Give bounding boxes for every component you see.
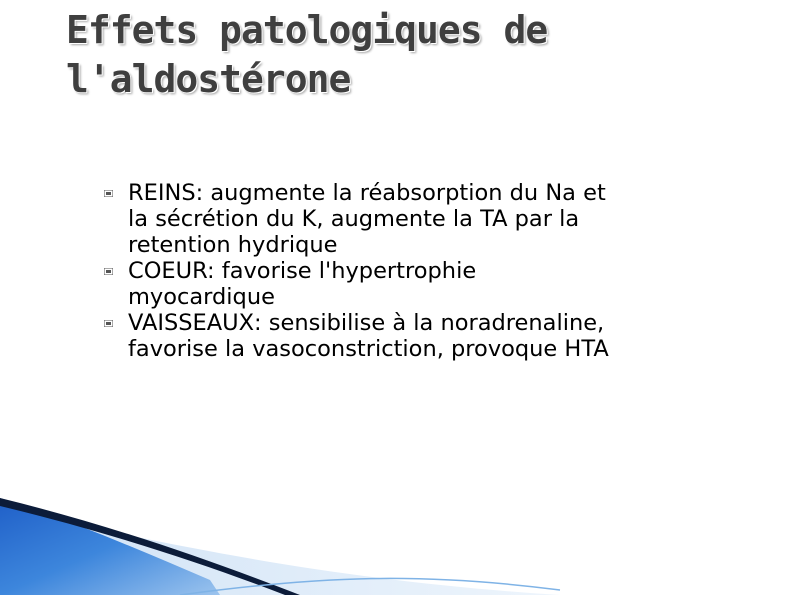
bullet-text-line: myocardique [128, 284, 275, 310]
bullet-text-line: VAISSEAUX: sensibilise à la noradrenaline, [128, 310, 605, 336]
bullet-text-line: REINS: augmente la réabsorption du Na et [128, 180, 606, 206]
title-line-2: l'aldostérone [66, 57, 351, 101]
bullet-item-reins [100, 180, 760, 258]
bullet-item-vaisseaux [100, 310, 760, 362]
square-bullet-icon [104, 320, 113, 327]
title-line-1: Effets patologiques de [66, 8, 548, 52]
decorative-swoosh [0, 480, 794, 595]
bullet-item-coeur [100, 258, 760, 310]
square-bullet-icon [104, 190, 113, 197]
bullet-text-line: retention hydrique [128, 232, 338, 258]
square-bullet-icon [104, 268, 113, 275]
bullet-text-line: COEUR: favorise l'hypertrophie [128, 258, 477, 284]
bullet-text-line: favorise la vasoconstriction, provoque HTA [128, 336, 609, 362]
bullet-text-line: la sécrétion du K, augmente la TA par la [128, 206, 580, 232]
bullet-list [100, 180, 760, 362]
slide-title [66, 6, 706, 104]
